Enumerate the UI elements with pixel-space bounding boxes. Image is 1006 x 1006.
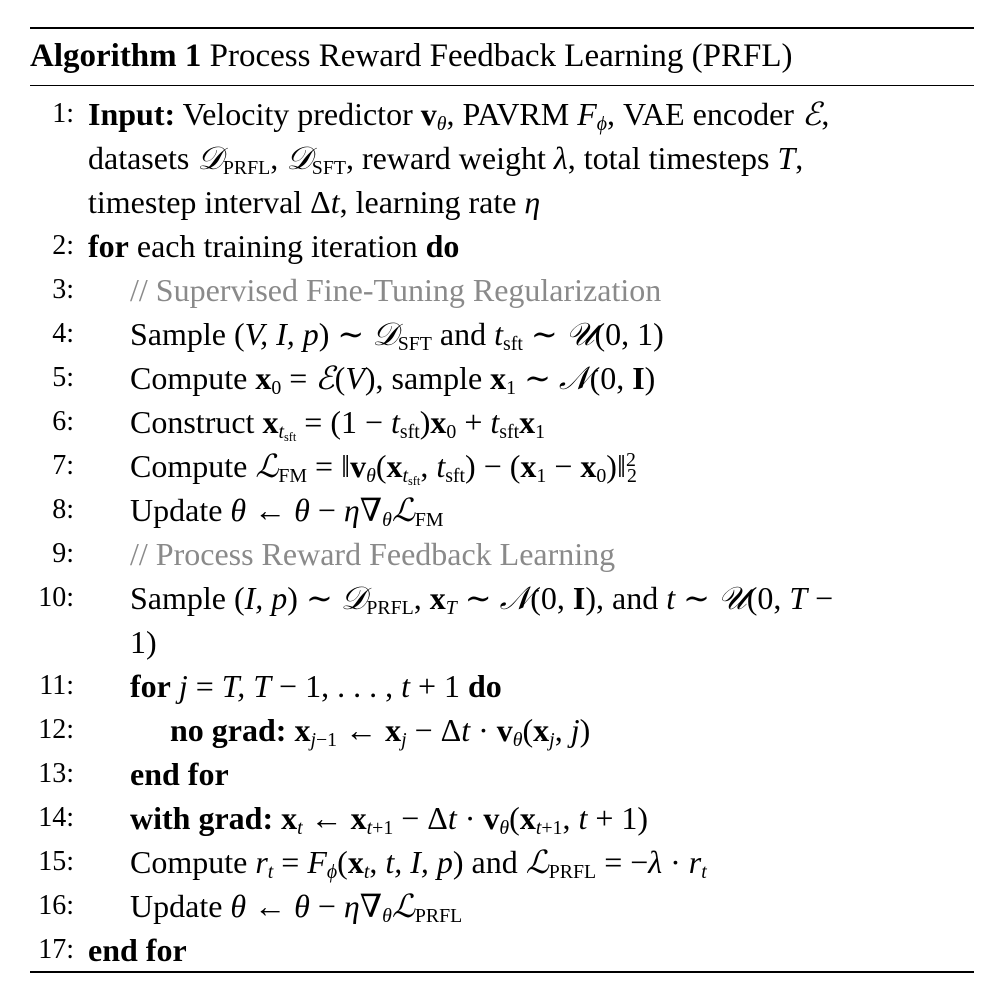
line-text: 1) [130, 624, 157, 660]
line-number: 15: [38, 846, 74, 877]
line-number: 17: [38, 934, 74, 965]
algorithm-line-8 [0, 488, 1006, 532]
algorithm-line-16 [0, 884, 1006, 928]
line-text: timestep interval Δt, learning rate η [88, 184, 541, 220]
top-rule [30, 27, 974, 29]
line-text: Compute $x_0$ = ℰ(V), sample $x_1$ ∼ 𝒩(0, I) [130, 359, 656, 399]
algorithm-line-14 [0, 796, 1006, 840]
line-text: end for [130, 756, 229, 792]
line-text: Sample (I, p) ∼ 𝒟$_{PRFL}$, $x_T$ ∼ 𝒩(0, I), and t ∼ 𝒰(0, T − [130, 579, 834, 619]
algorithm-line-10 [0, 576, 1006, 620]
algorithm-line-7 [0, 444, 1006, 488]
algorithm-line-5 [0, 356, 1006, 400]
algorithm-line-3 [0, 268, 1006, 312]
line-number: 4: [52, 318, 74, 349]
line-text: end for [88, 932, 187, 968]
algorithm-line-10-cont [0, 620, 1006, 664]
line-text: no grad: $x_{j-1}$ ← $x_j - \Delta t \cdot v_\theta(x_j$, j) [170, 712, 591, 751]
algorithm-line-1-cont-a [0, 136, 1006, 180]
header-rule [30, 85, 974, 86]
algorithm-label: Algorithm 1 [30, 38, 202, 74]
line-number: 12: [38, 714, 74, 745]
algorithm-title [30, 34, 974, 78]
line-text: datasets 𝒟$_{PRFL}$, 𝒟$_{SFT}$, reward weight λ, total timesteps T, [88, 139, 804, 179]
algorithm-line-9 [0, 532, 1006, 576]
algorithm-line-4 [0, 312, 1006, 356]
line-text: Construct $x_{t_{sft}} = (1 - t_{sft})x_0 + t_{sft}x_1$ [130, 404, 546, 445]
algorithm-line-2 [0, 224, 1006, 268]
algorithm-line-13 [0, 752, 1006, 796]
line-text: Compute ℒ$_{FM}$ = $‖v_\theta(x_{t_{sft}}$, $t_{sft}) - (x_1$ − $x_0)‖^2_2$ [130, 447, 637, 489]
algorithm-line-15 [0, 840, 1006, 884]
line-number: 8: [52, 494, 74, 525]
algorithm-name: Process Reward Feedback Learning (PRFL) [209, 38, 793, 74]
line-number: 16: [38, 890, 74, 921]
line-text: Update θ ← $\theta - \eta\nabla_\theta ℒ_{FM}$ [130, 491, 444, 531]
algorithm-line-11 [0, 664, 1006, 708]
line-number: 9: [52, 538, 74, 569]
algorithm-line-1 [0, 92, 1006, 136]
bottom-rule [30, 971, 974, 973]
algorithm-line-12 [0, 708, 1006, 752]
algorithm-line-17 [0, 928, 1006, 972]
line-number: 5: [52, 362, 74, 393]
line-text: with grad: $x_t$ ← $x_{t+1} - \Delta t \cdot v_\theta(x_{t+1}$, t + 1) [130, 800, 649, 839]
line-number: 14: [38, 802, 74, 833]
algorithm-body [0, 92, 1006, 972]
algorithm-line-6 [0, 400, 1006, 444]
line-text: for each training iteration do [88, 228, 460, 264]
line-text: Sample (V, I, p) ∼ 𝒟$_{SFT}$ and $t_{sft}$ ∼ 𝒰(0, 1) [130, 315, 664, 355]
line-number: 7: [52, 450, 74, 481]
comment-text: // Supervised Fine-Tuning Regularization [130, 272, 662, 308]
line-text: Update θ ← $\theta - \eta\nabla_\theta ℒ_{PRFL}$ [130, 887, 463, 927]
line-number: 3: [52, 274, 74, 305]
line-number: 1: [52, 98, 74, 129]
line-text: Input: Velocity predictor $v_\theta$, PAVRM $F_\phi$, VAE encoder ℰ, [88, 95, 830, 135]
line-text: for j = T, T − 1, . . . , t + 1 do [130, 668, 502, 704]
line-number: 11: [39, 670, 74, 701]
line-number: 13: [38, 758, 74, 789]
line-number: 10: [38, 582, 74, 613]
line-number: 2: [52, 230, 74, 261]
comment-text: // Process Reward Feedback Learning [130, 536, 616, 572]
algorithm-line-1-cont-b [0, 180, 1006, 224]
line-number: 6: [52, 406, 74, 437]
line-text: Compute $r_t = F_\phi(x_t$, t, I, p) and ℒ$_{PRFL}$ = $-\lambda \cdot r_t$ [130, 843, 707, 883]
